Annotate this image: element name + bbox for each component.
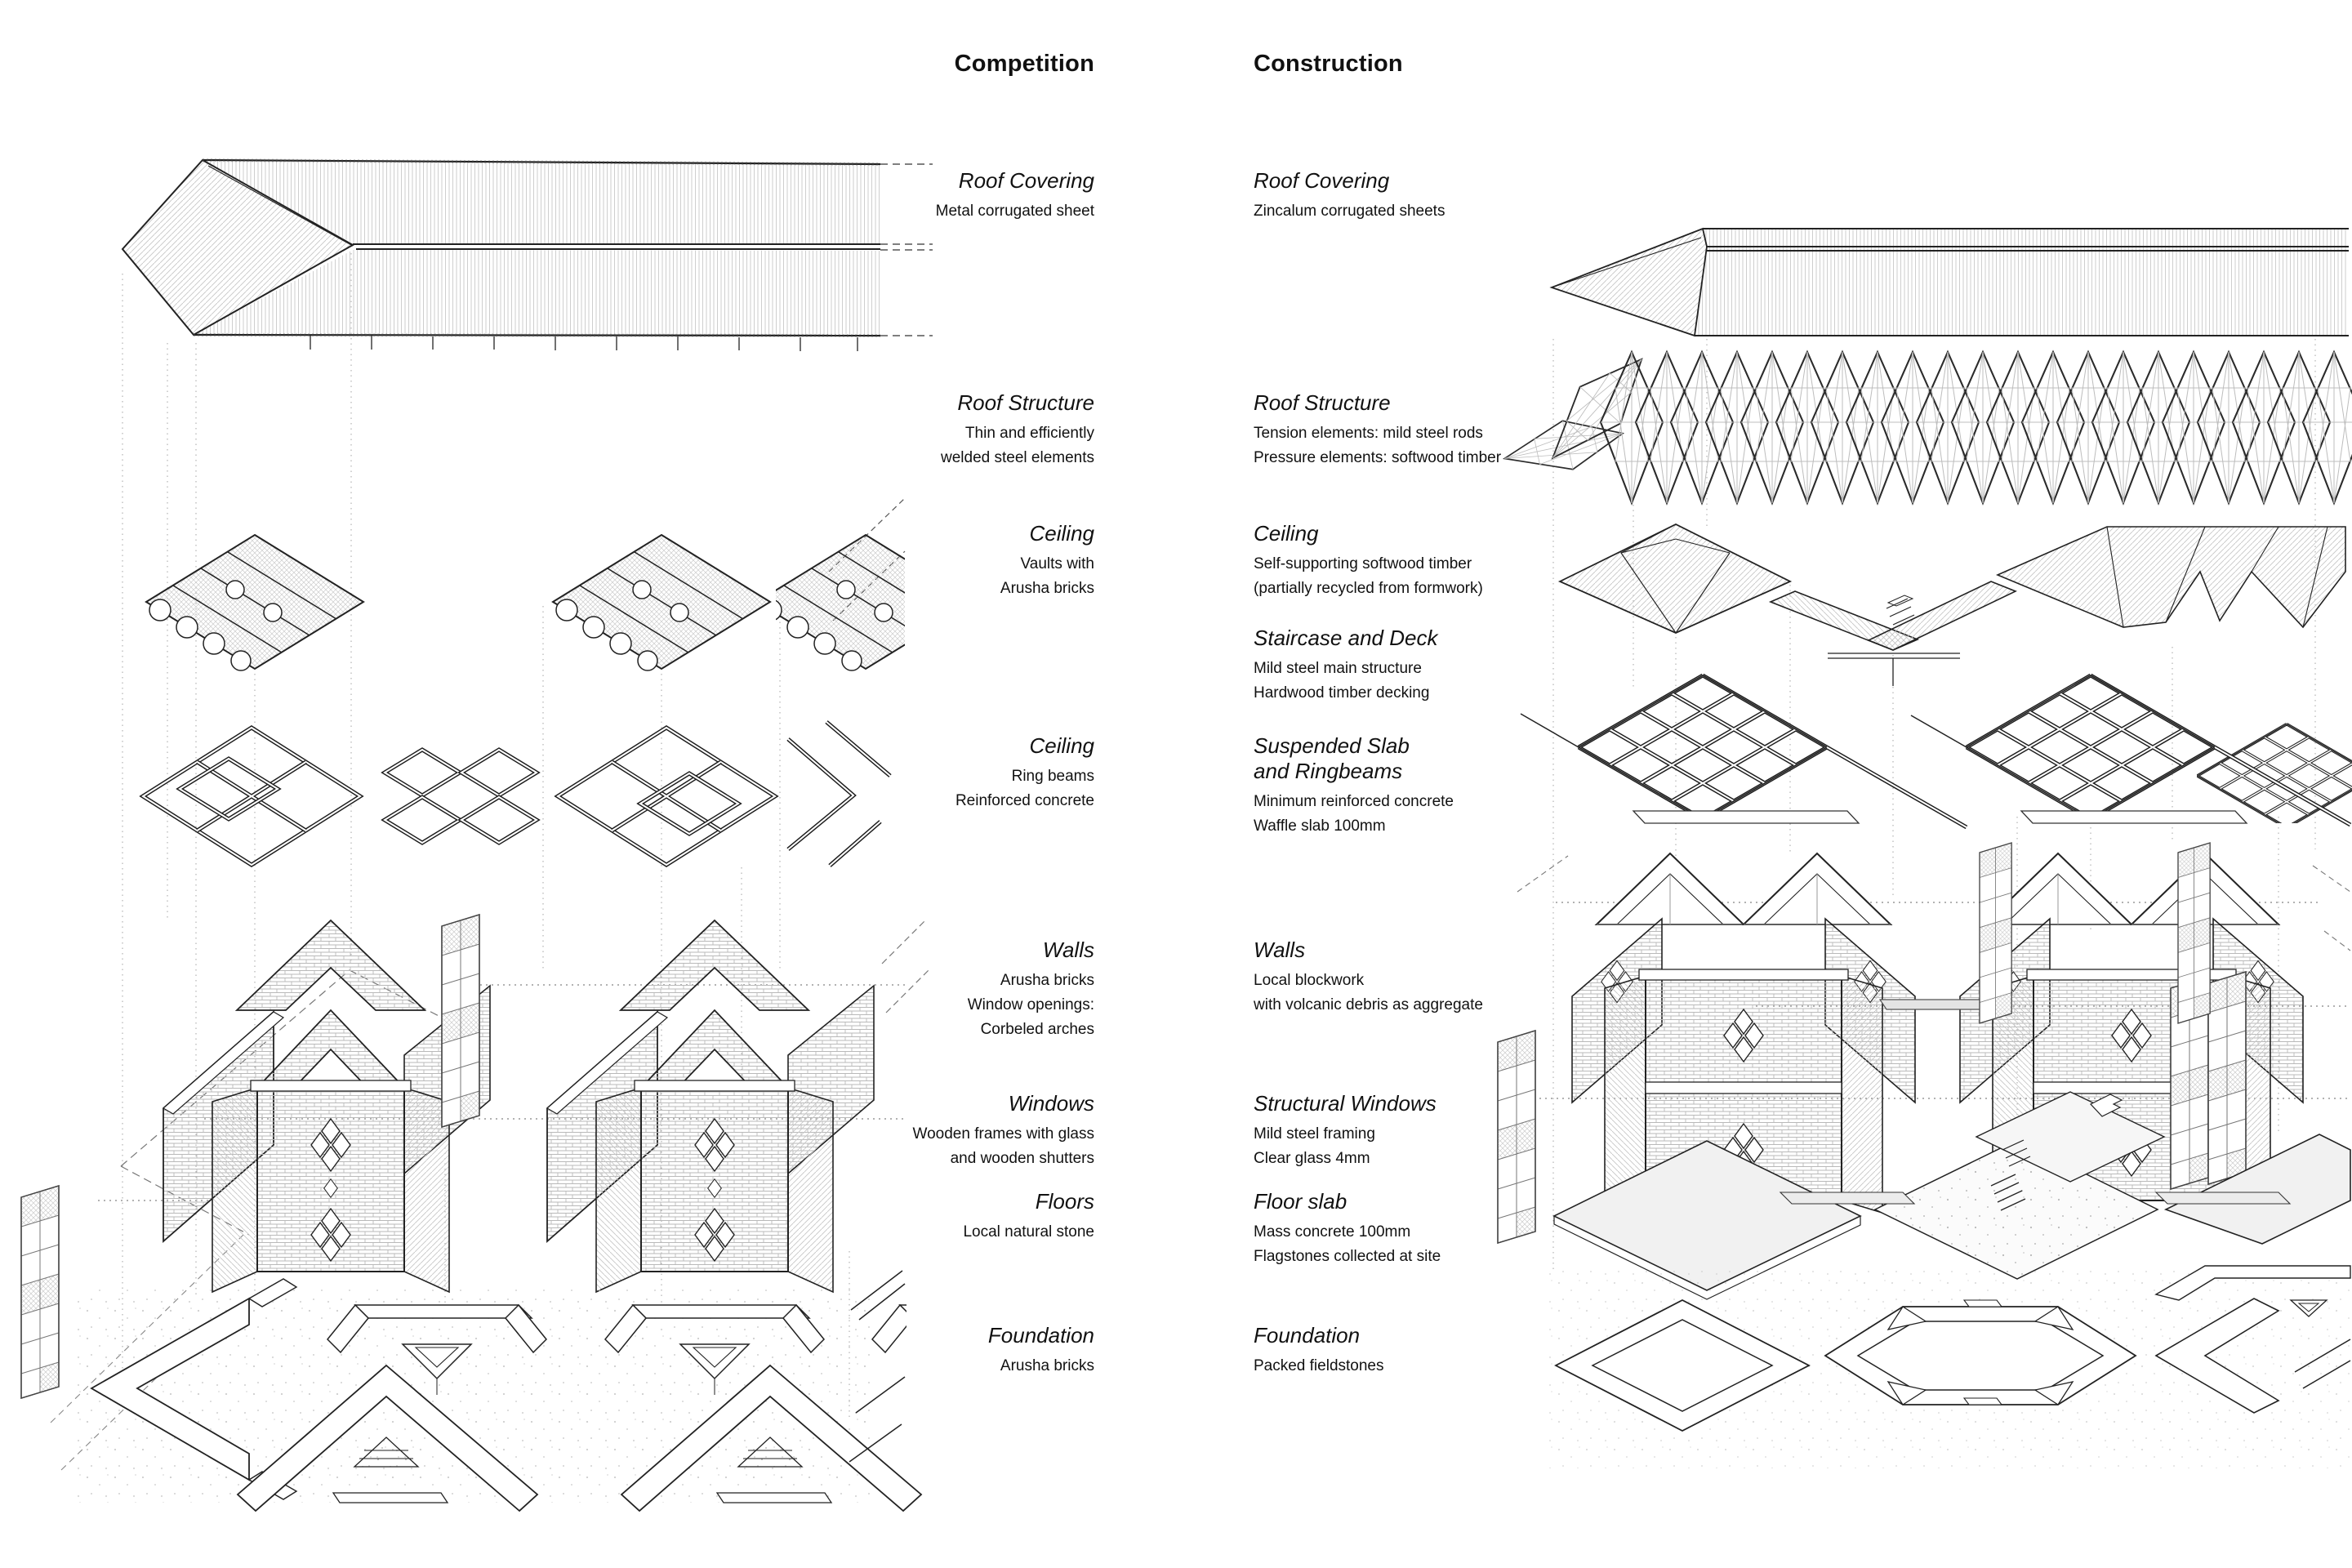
header-construction	[1254, 51, 1695, 78]
header-competition	[719, 51, 1094, 78]
label-ceiling-lower-competition: Ceiling Ring beams Reinforced concrete	[955, 733, 1094, 809]
label-ceiling-upper-competition: Ceiling Vaults with Arusha bricks	[1000, 521, 1094, 597]
competition-foundation-drawing	[78, 1271, 1091, 1511]
construction-roof-covering-drawing	[1552, 229, 2349, 336]
label-windows-competition: Windows Wooden frames with glass and wooden shutters	[912, 1091, 1094, 1167]
header-competition-label: Competition	[954, 51, 1094, 77]
label-foundation-construction: Foundation Packed fieldstones	[1254, 1323, 1384, 1374]
label-floor-slab-construction: Floor slab Mass concrete 100mm Flagstones collected at site	[1254, 1189, 1441, 1265]
label-structural-windows-construction: Structural Windows Mild steel framing Clear glass 4mm	[1254, 1091, 1437, 1167]
label-suspended-slab-construction: Suspended Slab and Ringbeams Minimum reinforced concrete Waffle slab 100mm	[1254, 733, 1454, 835]
label-foundation-competition: Foundation Arusha bricks	[987, 1323, 1094, 1374]
label-roof-covering-construction: Roof Covering Zincalum corrugated sheets	[1254, 168, 1446, 220]
construction-staircase-deck-drawing	[1771, 581, 2016, 686]
label-ceiling-upper-construction: Ceiling Self-supporting softwood timber (partially recycled from formwork)	[1254, 521, 1483, 597]
label-floors-competition: Floors Local natural stone	[963, 1189, 1094, 1241]
label-staircase-deck-construction: Staircase and Deck Mild steel main structure Hardwood timber decking	[1254, 626, 1438, 702]
label-walls-construction: Walls Local blockwork with volcanic debris as aggregate	[1254, 938, 1483, 1013]
label-roof-structure-competition: Roof Structure Thin and efficiently welded steel elements	[941, 390, 1094, 466]
label-walls-competition: Walls Arusha bricks Window openings: Corbeled arches	[967, 938, 1094, 1038]
label-roof-structure-construction: Roof Structure Tension elements: mild steel rods Pressure elements: softwood timber	[1254, 390, 1502, 466]
label-roof-covering-competition: Roof Covering Metal corrugated sheet	[935, 168, 1094, 220]
header-construction-label: Construction	[1254, 51, 1403, 77]
